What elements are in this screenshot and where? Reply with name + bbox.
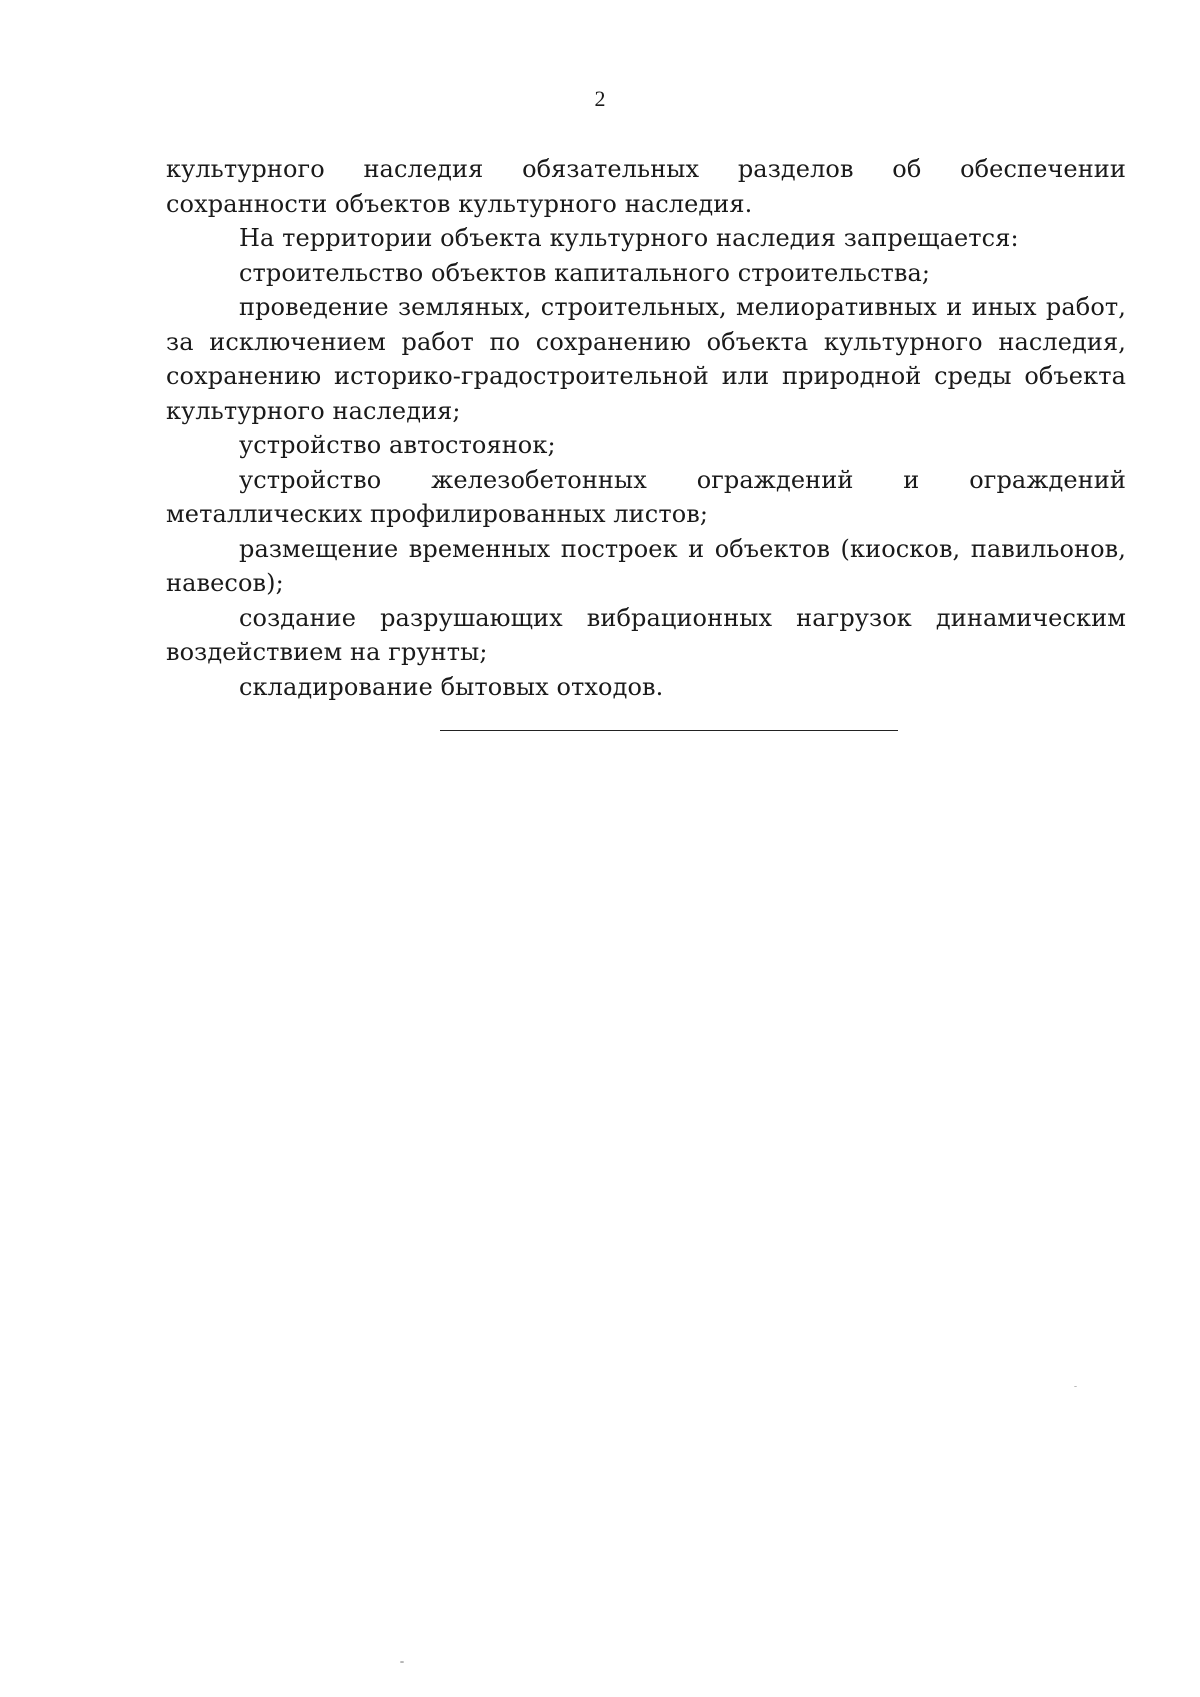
list-item-waste-storage: складирование бытовых отходов. [239, 672, 664, 701]
end-of-text-rule [440, 730, 898, 731]
list-item-earthworks: проведение земляных, строительных, мелиоративных и иных работ, за исключением работ по сохранению объекта культурного наследия, сохранению историко-градостроительной или природной среды объекта культурного наследия; [166, 293, 1126, 425]
paragraph-prohibitions-intro: На территории объекта культурного наследия запрещается: [239, 224, 1019, 252]
list-item-fences: устройство железобетонных ограждений и ограждений металлических профилированных листов; [166, 465, 1126, 528]
list-item-capital-construction: строительство объектов капитального строительства; [239, 258, 931, 287]
list-item-parking: устройство автостоянок; [239, 431, 556, 459]
paragraph-continuation: культурного наследия обязательных разделов об обеспечении сохранности объектов культурного наследия. [166, 155, 1126, 218]
scan-speck [400, 1661, 404, 1663]
document-body [166, 152, 1126, 704]
page-number: 2 [594, 86, 606, 111]
list-item-vibration-loads: создание разрушающих вибрационных нагрузок динамическим воздействием на грунты; [166, 603, 1126, 666]
scan-speck [1074, 1386, 1077, 1387]
list-item-temporary-structures: размещение временных построек и объектов (киосков, павильонов, навесов); [166, 534, 1126, 597]
